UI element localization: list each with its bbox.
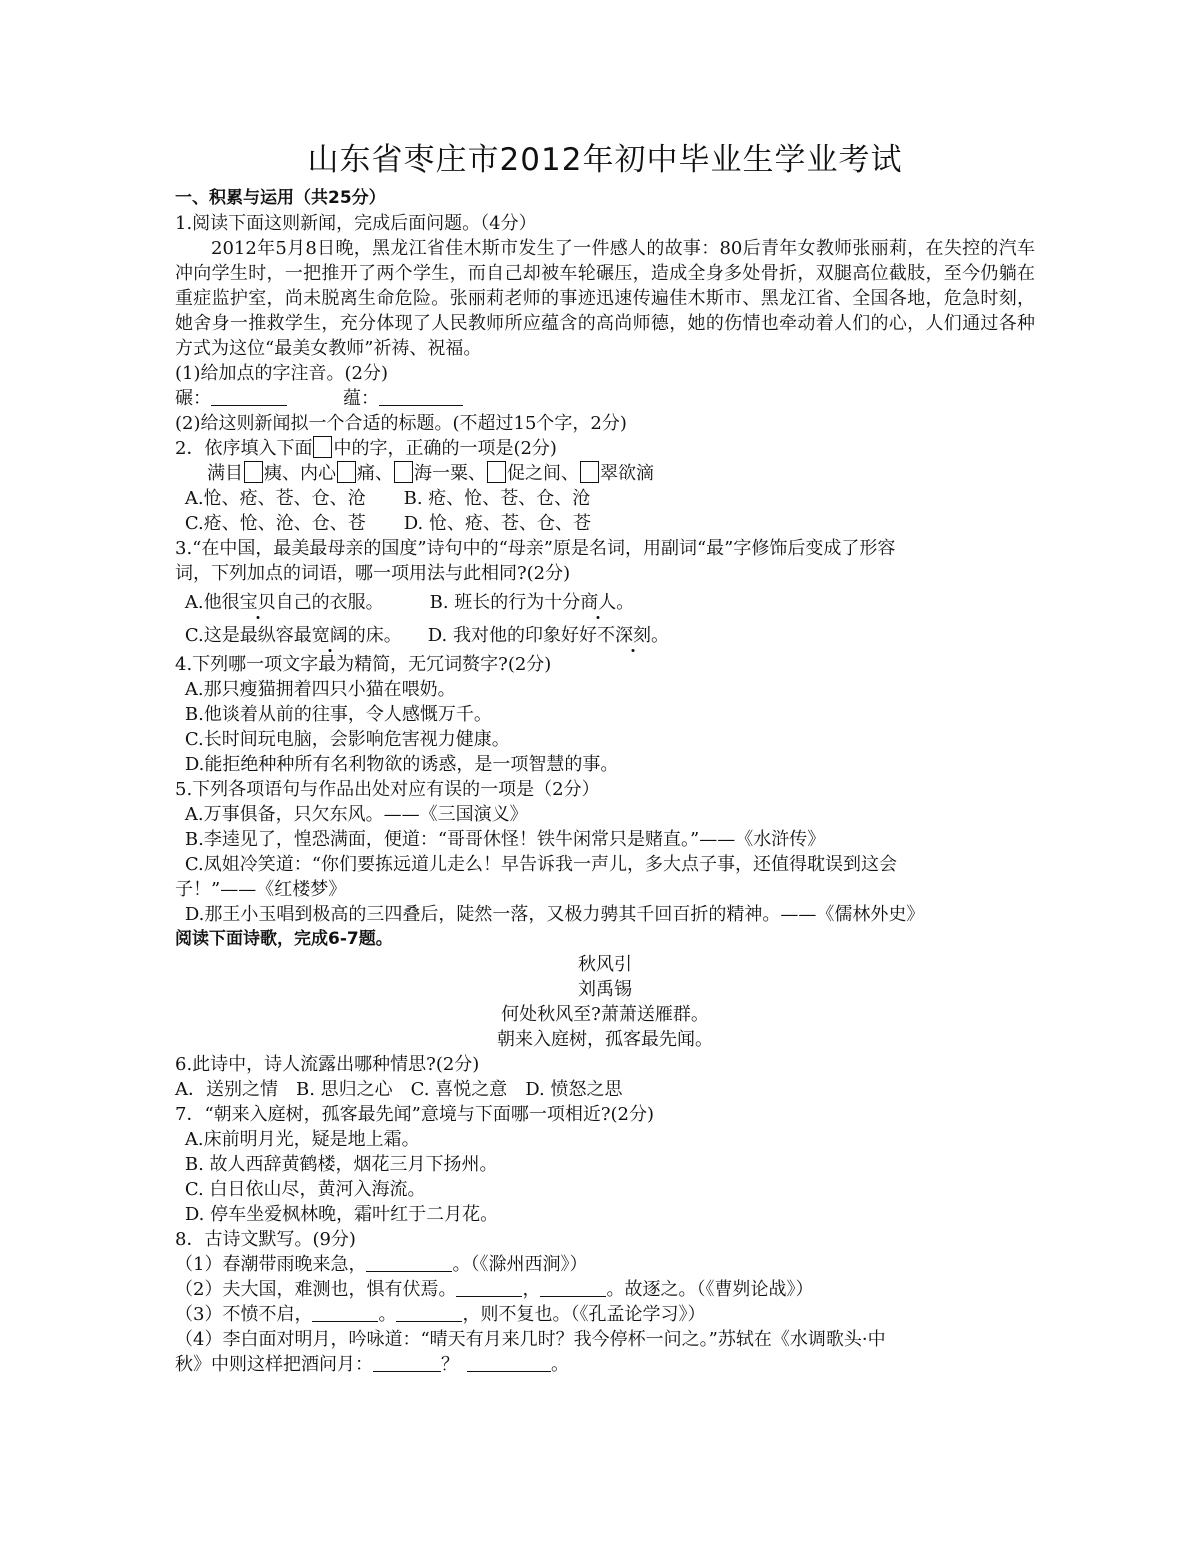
exam-title: 山东省枣庄市2012年初中毕业生学业考试: [307, 142, 903, 178]
q8-stem: 8．古诗文默写。(9分): [175, 1229, 356, 1250]
q4-option-a[interactable]: A.那只瘦猫拥着四只小猫在喂奶。: [184, 679, 456, 700]
q8-item-4-question: ？: [441, 1354, 459, 1375]
q2-word: 满目: [207, 463, 243, 484]
q2-word: 促之间、: [507, 463, 579, 484]
q8-item-4-period: 。: [551, 1354, 569, 1375]
q8-item-4-text: 秋》中则这样把酒问月：: [175, 1354, 373, 1375]
q3-option-a[interactable]: [185, 592, 384, 613]
q3-option-d-dotted: 深刻: [614, 625, 651, 646]
q1-char2-blank[interactable]: [379, 387, 463, 406]
q8-item-1: [175, 1252, 1035, 1277]
q8-blank-3[interactable]: [540, 1278, 606, 1297]
q3-option-b-dotted: 商人: [580, 592, 617, 613]
q8-blank-2[interactable]: [456, 1278, 522, 1297]
q4-option-d[interactable]: D.能拒绝种种所有名利物欲的诱惑，是一项智慧的事。: [184, 754, 619, 775]
q5-option-c-line1[interactable]: C.凤姐冷笑道：“你们要拣远道儿走么！早告诉我一声儿，多大点子事，还值得耽误到这会: [184, 854, 897, 875]
q3-option-a-post: 自己的衣服。: [275, 592, 384, 613]
q2-box-4[interactable]: [487, 461, 506, 483]
q1-pinyin-row: [175, 386, 1035, 411]
q1-sub1: (1)给加点的字注音。(2分): [175, 363, 388, 384]
q7-option-d[interactable]: D. 停车坐爱枫林晚，霜叶红于二月花。: [184, 1204, 499, 1225]
q2-option-a[interactable]: A.怆、疮、苍、仓、沧: [184, 488, 366, 509]
q5-option-c-line2[interactable]: 子！”——《红楼梦》: [175, 879, 347, 900]
q3-option-d-post: 。: [650, 625, 669, 646]
q8-item-3: [175, 1302, 1035, 1327]
q8-blank-7[interactable]: [467, 1353, 551, 1372]
q4-stem: 4.下列哪一项文字最为精简，无冗词赘字?(2分): [175, 654, 552, 675]
q1-char1-blank[interactable]: [211, 387, 287, 406]
q2-stem-part-a: 2．依序填入下面: [175, 438, 313, 459]
q8-item-3-period: 。: [378, 1304, 397, 1325]
q2-stem-box: [313, 436, 332, 458]
q5-option-b[interactable]: B.李逵见了，惶恐满面，便道：“哥哥休怪！铁牛闲常只是赌直。”——《水浒传》: [184, 829, 826, 850]
poem-line-1: 何处秋风至?萧萧送雁群。: [501, 1004, 709, 1025]
q8-item-3-source: ，则不复也。（《孔孟论学习》）: [462, 1304, 706, 1325]
q8-item-1-source: 。（《滁州西涧》）: [452, 1254, 588, 1275]
q3-options-row1: [175, 586, 1035, 619]
q3-option-d[interactable]: [428, 625, 669, 646]
q3-option-c-pre: C.这是最纵容最: [184, 625, 312, 646]
q2-box-2[interactable]: [337, 461, 356, 483]
q2-box-5[interactable]: [580, 461, 599, 483]
q1-stem: 1.阅读下面这则新闻，完成后面问题。（4分）: [175, 213, 537, 234]
q3-option-b-post: 。: [616, 592, 635, 613]
q2-stem-part-b: 中的字，正确的一项是(2分): [333, 438, 557, 459]
q3-option-c-post: 的床。: [347, 625, 402, 646]
q2-box-3[interactable]: [394, 461, 413, 483]
q3-option-d-pre: D. 我对他的印象好好不: [427, 625, 615, 646]
q8-item-4-line2: [175, 1352, 1035, 1377]
q1-char2-label: 蕴：: [343, 388, 379, 409]
q3-stem-line2: 词，下列加点的词语，哪一项用法与此相同?(2分): [175, 563, 571, 584]
q5-stem: 5.下列各项语句与作品出处对应有误的一项是（2分）: [175, 779, 600, 800]
q2-stem: [175, 436, 1035, 461]
q2-word: 翠欲滴: [600, 463, 654, 484]
q3-option-c[interactable]: [185, 625, 402, 646]
q2-option-b[interactable]: B. 疮、怆、苍、仓、沧: [403, 488, 591, 509]
q2-options-row1: [175, 486, 1035, 511]
q8-blank-1[interactable]: [366, 1253, 452, 1272]
q8-item-3-text: （3）不愤不启，: [175, 1304, 313, 1325]
q3-option-a-dotted: 宝贝: [239, 592, 276, 613]
q8-blank-4[interactable]: [312, 1303, 378, 1322]
q8-item-4-line1: （4）李白面对明月，吟咏道：“晴天有月来几时？我今停杯一问之。”苏轼在《水调歌头·中: [175, 1329, 886, 1350]
q3-option-c-dotted: 宽阔: [311, 625, 348, 646]
section-heading: 一、积累与运用（共25分）: [175, 188, 386, 208]
poem-line-2: 朝来入庭树，孤客最先闻。: [497, 1029, 713, 1050]
q8-item-2-comma: ，: [522, 1279, 541, 1300]
q3-option-b[interactable]: [430, 592, 635, 613]
poem-author: 刘禹锡: [578, 979, 632, 1000]
q8-item-2-source: 。故逐之。（《曹刿论战》）: [606, 1279, 814, 1300]
poem-intro: 阅读下面诗歌，完成6-7题。: [175, 929, 393, 949]
q3-stem-line1: 3.“在中国，最美最母亲的国度”诗句中的“母亲”原是名词，用副词“最”字修饰后变成了形容: [175, 538, 896, 559]
q7-option-b[interactable]: B. 故人西辞黄鹤楼，烟花三月下扬州。: [184, 1154, 498, 1175]
q2-word: 海一粟、: [414, 463, 486, 484]
q4-option-c[interactable]: C.长时间玩电脑，会影响危害视力健康。: [184, 729, 510, 750]
q3-option-b-pre: B. 班长的行为十分: [429, 592, 581, 613]
q3-options-row2: [175, 619, 1035, 652]
q1-news: 2012年5月8日晚，黑龙江省佳木斯市发生了一件感人的故事：80后青年女教师张丽莉，在失控的汽车冲向学生时，一把推开了两个学生，而自己却被车轮碾压，造成全身多处骨折，双腿高位截肢，至今仍躺在重症监护室，尚未脱离生命危险。张丽莉老师的事迹迅速传遍佳木斯市、黑龙江省、全国各地，危急时刻，她舍身一推救学生，充分体现了人民教师所应蕴含的高尚师德，她的伤情也牵动着人们的心，人们通过各种方式为这位“最美女教师”祈祷、祝福。: [175, 238, 1035, 359]
q8-item-2: [175, 1277, 1035, 1302]
q8-blank-5[interactable]: [396, 1303, 462, 1322]
q2-words: [175, 461, 1035, 486]
q6-stem: 6.此诗中，诗人流露出哪种情思?(2分): [175, 1054, 480, 1075]
q6-options[interactable]: A．送别之情 B. 思归之心 C. 喜悦之意 D. 愤怒之思: [175, 1079, 623, 1100]
q8-item-1-text: （1）春潮带雨晚来急，: [175, 1254, 367, 1275]
exam-page: [175, 140, 1035, 1377]
q2-option-c[interactable]: C.疮、怆、沧、仓、苍: [184, 513, 366, 534]
q2-word: 痛、: [357, 463, 393, 484]
q2-box-1[interactable]: [244, 461, 263, 483]
poem-title: 秋风引: [578, 954, 632, 975]
q2-options-row2: [175, 511, 1035, 536]
q5-option-a[interactable]: A.万事俱备，只欠东风。——《三国演义》: [184, 804, 528, 825]
q2-option-d[interactable]: D. 怆、疮、苍、仓、苍: [403, 513, 591, 534]
q7-option-c[interactable]: C. 白日依山尽，黄河入海流。: [184, 1179, 426, 1200]
q2-word: 痍、内心: [264, 463, 336, 484]
q7-option-a[interactable]: A.床前明月光，疑是地上霜。: [184, 1129, 420, 1150]
q7-stem: 7．“朝来入庭树，孤客最先闻”意境与下面哪一项相近?(2分): [175, 1104, 655, 1125]
q4-option-b[interactable]: B.他谈着从前的往事，令人感慨万千。: [184, 704, 492, 725]
q8-item-2-text: （2）夫大国，难测也，惧有伏焉。: [175, 1279, 457, 1300]
q3-option-a-pre: A.他很: [184, 592, 240, 613]
q5-option-d[interactable]: D.那王小玉唱到极高的三四叠后，陡然一落，又极力骋其千回百折的精神。——《儒林外史》: [184, 904, 925, 925]
q1-sub2: (2)给这则新闻拟一个合适的标题。(不超过15个字，2分): [175, 413, 627, 434]
q1-char1-label: 碾：: [175, 388, 211, 409]
q8-blank-6[interactable]: [373, 1353, 441, 1372]
